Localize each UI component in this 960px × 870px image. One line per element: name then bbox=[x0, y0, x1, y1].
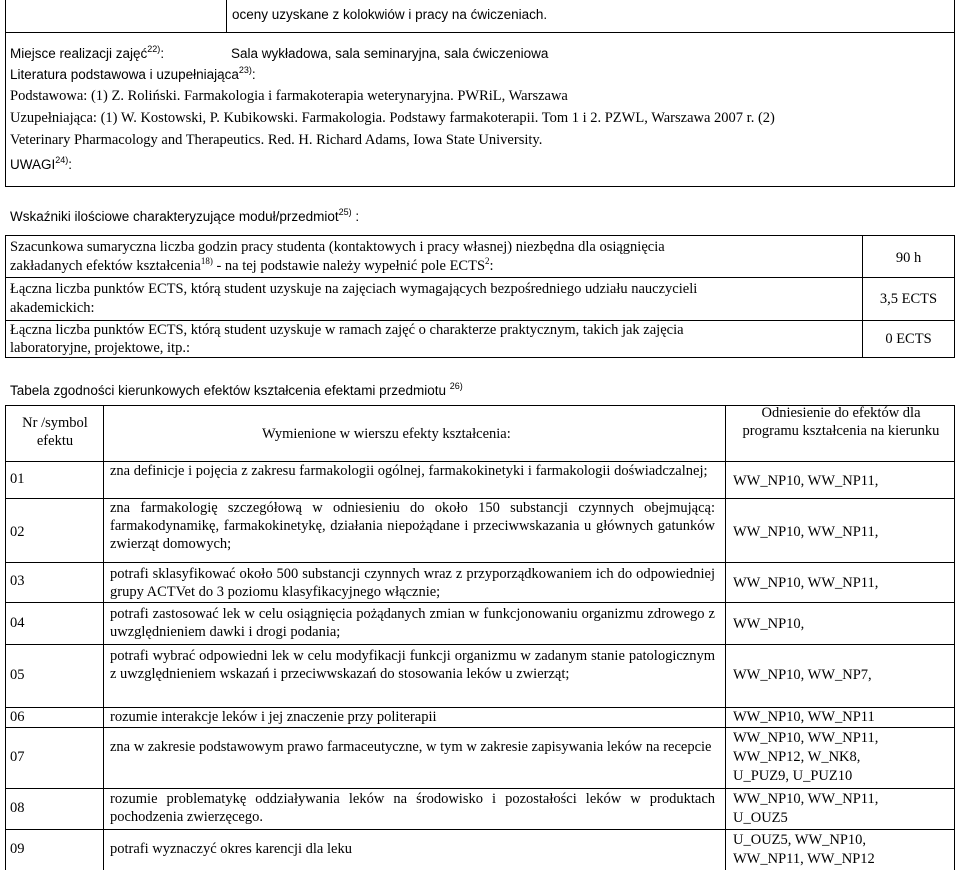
top-box-bottom-border bbox=[5, 186, 955, 187]
table-row-description: potrafi zastosować lek w celu osiągnięcia pożądanych zmian w funkcjonowaniu organizmu zdrowego z uwzględnieniem dawki i drogi podania; bbox=[110, 606, 715, 640]
table-row-divider bbox=[5, 727, 955, 728]
table-row-description: potrafi wyznaczyć okres karencji dla leku bbox=[110, 841, 352, 857]
literature-supplementary-cont: Veterinary Pharmacology and Therapeutics. Red. H. Richard Adams, Iowa State University. bbox=[10, 132, 543, 148]
table-row-description: rozumie problematykę oddziaływania leków na środowisko i pozostałości leków w produktach pochodzenia zwierzęcego. bbox=[110, 791, 715, 825]
table-row-reference: WW_NP10, WW_NP11, WW_NP12, W_NK8, U_PUZ9, U_PUZ10 bbox=[733, 730, 879, 784]
table-row-description: zna farmakologię szczegółową w odniesieniu do około 150 substancji czynnych obejmującą: farmakodynamikę, farmakokinetykę, działania niepożądane i przeciwwskazania u głównych gatunków zwierząt domowych; bbox=[110, 500, 715, 552]
literature-basic: Podstawowa: (1) Z. Roliński. Farmakologia i farmakoterapia weterynaryjna. PWRiL, Warszawa bbox=[10, 88, 568, 104]
table-row-description: zna w zakresie podstawowym prawo farmaceutyczne, w tym w zakresie zapisywania leków na recepcie bbox=[110, 739, 712, 755]
place-label: Miejsce realizacji zajęć$^{22)}$: bbox=[10, 44, 165, 61]
indicators-row-divider-2 bbox=[5, 320, 955, 321]
compliance-table-title: Tabela zgodności kierunkowych efektów kształcenia efektami przedmiotu $^{26)}$ bbox=[10, 381, 463, 398]
table-row-nr: 09 bbox=[10, 841, 25, 857]
top-box-inner-divider bbox=[226, 0, 227, 32]
header-effects: Wymienione w wierszu efekty kształcenia: bbox=[262, 426, 511, 442]
indicator-hours-value: 90 h bbox=[895, 250, 922, 266]
table-row-nr: 02 bbox=[10, 524, 25, 540]
table-row-description: zna definicje i pojęcia z zakresu farmakologii ogólnej, farmakokinetyki i farmakologii doświadczalnej; bbox=[110, 463, 708, 479]
table-row-nr: 03 bbox=[10, 573, 25, 589]
table-row-divider bbox=[5, 829, 955, 830]
table-col-divider-1 bbox=[103, 405, 104, 870]
top-box-right-border bbox=[954, 0, 955, 186]
indicators-row-divider-1 bbox=[5, 277, 955, 278]
indicator-contact-ects-text: Łączna liczba punktów ECTS, którą student uzyskuje na zajęciach wymagających bezpośredniego udziału nauczycieli bbox=[10, 281, 698, 297]
indicator-practical-ects-text-2: laboratoryjne, projektowe, itp.: bbox=[10, 340, 190, 356]
table-row-divider bbox=[5, 602, 955, 603]
table-row-reference: WW_NP10, WW_NP11, bbox=[733, 473, 879, 489]
table-row-reference: WW_NP10, WW_NP11, bbox=[733, 575, 879, 591]
indicator-practical-ects-text: Łączna liczba punktów ECTS, którą student uzyskuje w ramach zajęć o charakterze praktycznym, takich jak zajęcia bbox=[10, 322, 684, 338]
header-nr-symbol: Nr /symbol efektu bbox=[22, 415, 88, 449]
place-value: Sala wykładowa, sala seminaryjna, sala ćwiczeniowa bbox=[231, 46, 549, 61]
indicators-right-border bbox=[954, 235, 955, 358]
table-row-divider bbox=[5, 707, 955, 708]
table-col-divider-2 bbox=[725, 405, 726, 870]
indicator-hours-text-2: zakładanych efektów kształcenia$^{18)}$ - na tej podstawie należy wypełnić pole ECTS$^2$: bbox=[10, 256, 494, 274]
table-right-border bbox=[954, 405, 955, 870]
table-row-divider bbox=[5, 644, 955, 645]
header-program-reference: Odniesienie do efektów dla programu kształcenia na kierunku bbox=[742, 405, 940, 439]
table-row-divider bbox=[5, 562, 955, 563]
table-row-nr: 06 bbox=[10, 709, 25, 725]
table-row-reference: WW_NP10, WW_NP11, U_OUZ5 bbox=[733, 791, 879, 826]
uwagi-label: UWAGI$^{24)}$: bbox=[10, 155, 73, 172]
table-row-nr: 08 bbox=[10, 800, 25, 816]
indicator-contact-ects-text-2: akademickich: bbox=[10, 300, 95, 316]
top-box-line bbox=[5, 32, 955, 33]
table-row-nr: 01 bbox=[10, 471, 25, 487]
literature-supplementary: Uzupełniająca: (1) W. Kostowski, P. Kubikowski. Farmakologia. Podstawy farmakoterapii. Tom 1 i 2. PZWL, Warszawa 2007 r. (2) bbox=[10, 110, 775, 126]
top-box-left-border bbox=[5, 0, 6, 186]
table-row-reference: U_OUZ5, WW_NP10, WW_NP11, WW_NP12 bbox=[733, 832, 875, 867]
table-row-description: rozumie interakcje leków i jej znaczenie przy politerapii bbox=[110, 709, 437, 725]
table-row-nr: 04 bbox=[10, 615, 25, 631]
table-row-reference: WW_NP10, bbox=[733, 616, 805, 632]
indicator-contact-ects-value: 3,5 ECTS bbox=[879, 291, 938, 307]
indicator-hours-text: Szacunkowa sumaryczna liczba godzin pracy studenta (kontaktowych i pracy własnej) niezbędna dla osiągnięcia bbox=[10, 239, 665, 255]
indicators-left-border bbox=[5, 235, 6, 358]
indicators-top-border bbox=[5, 235, 955, 236]
table-row-reference: WW_NP10, WW_NP11 bbox=[733, 709, 875, 725]
table-row-nr: 05 bbox=[10, 667, 25, 683]
indicator-practical-ects-value: 0 ECTS bbox=[885, 331, 932, 347]
table-row-divider bbox=[5, 788, 955, 789]
table-row-nr: 07 bbox=[10, 749, 25, 765]
assessment-text: oceny uzyskane z kolokwiów i pracy na ćwiczeniach. bbox=[232, 7, 548, 22]
table-row-description: potrafi wybrać odpowiedni lek w celu modyfikacji funkcji organizmu w zadanym stanie patologicznym z uwzględnieniem wskazań i przeciwwskazań do stosowania leków u zwierząt; bbox=[110, 648, 715, 682]
table-left-border bbox=[5, 405, 6, 870]
indicators-title: Wskaźniki ilościowe charakteryzujące moduł/przedmiot$^{25)}$ : bbox=[10, 207, 360, 224]
table-row-description: potrafi sklasyfikować około 500 substancji czynnych wraz z przyporządkowaniem ich do odpowiedniej grupy ACTVet do 3 poziomu klasyfikacyjnego włącznie; bbox=[110, 566, 715, 600]
literature-label: Literatura podstawowa i uzupełniająca$^{23)}$: bbox=[10, 65, 256, 82]
indicators-bottom-border bbox=[5, 357, 955, 358]
table-row-reference: WW_NP10, WW_NP7, bbox=[733, 667, 872, 683]
table-row-reference: WW_NP10, WW_NP11, bbox=[733, 524, 879, 540]
